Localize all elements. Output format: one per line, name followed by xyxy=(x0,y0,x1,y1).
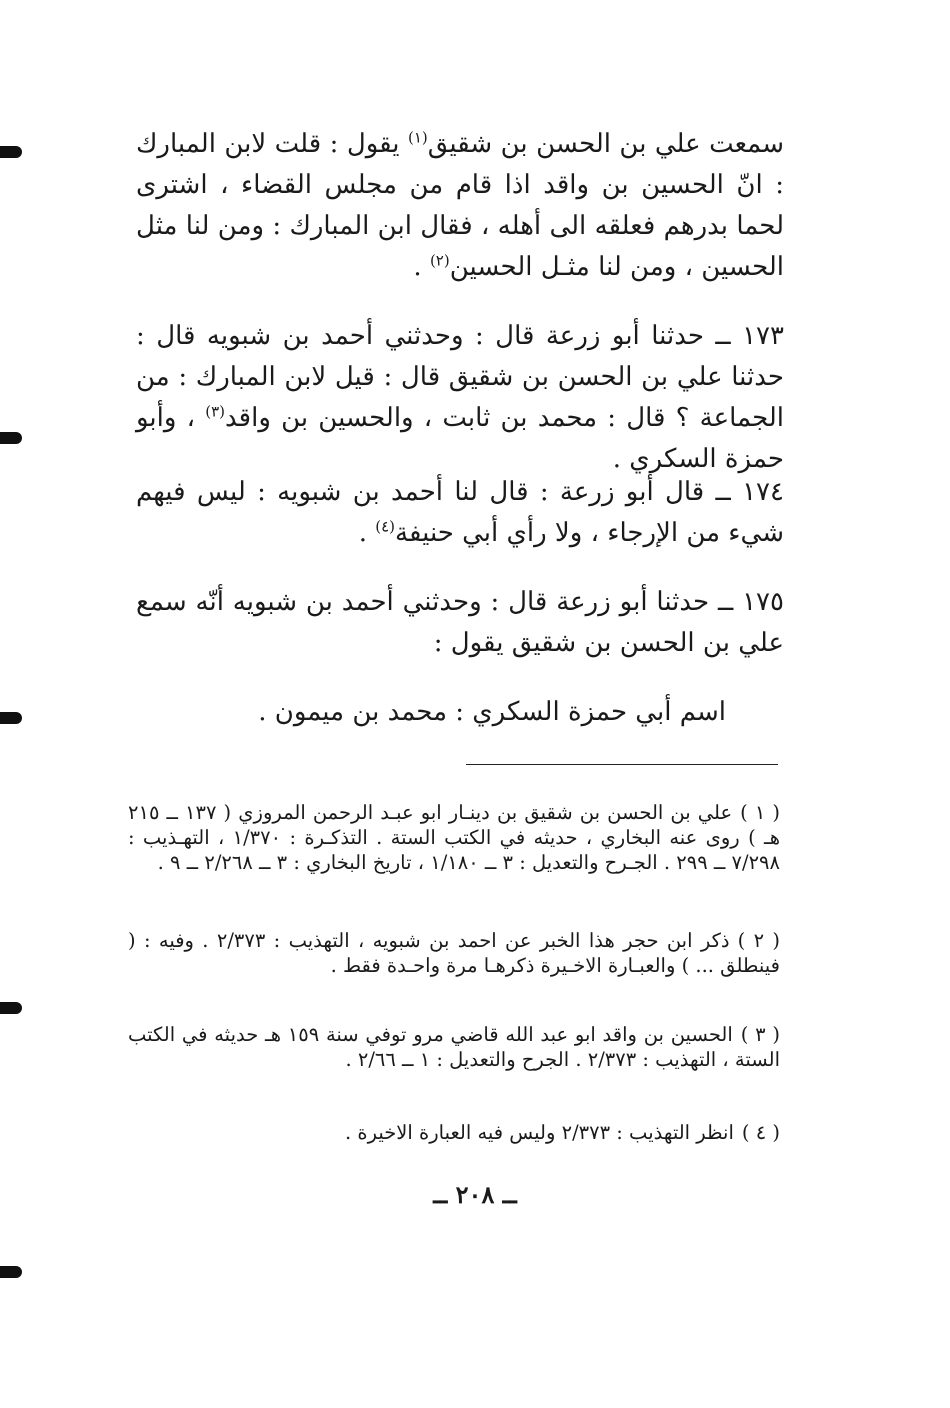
footnote-number: ( ٣ ) xyxy=(740,1023,780,1046)
paragraph-175-quote xyxy=(136,692,784,733)
paragraph-text: سمعت علي بن الحسن بن شقيق xyxy=(427,129,784,159)
footnote-number: ( ١ ) xyxy=(740,801,780,824)
footnote-reference[interactable]: (٤) xyxy=(375,517,396,536)
paragraph-text: . xyxy=(358,518,376,548)
footnote-number: ( ٢ ) xyxy=(737,929,780,952)
footnote-text: علي بن الحسن بن شقيق بن دينـار ابو عبـد الرحمن المروزي ( ١٣٧ ــ ٢١٥ هـ ) روى عنه البخاري ، حديثه في الكتب الستة . التذكـرة : ١/٣٧٠ ، التهـذيب : ٧/٢٩٨ ــ ٢٩٩ . الجـرح والتعديل : ٣ ــ ١/١٨٠ ، تاريخ البخاري : ٣ ــ ٢/٢٦٨ ــ ٩ . xyxy=(128,801,781,874)
binding-mark xyxy=(0,432,22,444)
footnote-text: ذكر ابن حجر هذا الخبر عن احمد بن شبويه ، التهذيب : ٢/٣٧٣ . وفيه : ( فينطلق ... ) والعبـارة الاخـيرة ذكرهـا مرة واحـدة فقط . xyxy=(128,929,780,977)
footnote-number: ( ٤ ) xyxy=(741,1121,780,1144)
paragraph-text: ، وأبو حمزة السكري . xyxy=(136,403,784,474)
footnote-divider xyxy=(466,764,778,765)
paragraph-175 xyxy=(136,582,784,664)
paragraph-text: . xyxy=(413,252,430,282)
paragraph-174 xyxy=(136,472,784,554)
paragraph-text: ١٧٤ ــ قال أبو زرعة : قال لنا أحمد بن شبويه : ليس فيهم شيء من الإرجاء ، ولا رأي أبي حنيفة xyxy=(136,477,784,548)
page-number: ــ ٢٠٨ ــ xyxy=(433,1180,517,1209)
footnote-reference[interactable]: (٣) xyxy=(205,402,226,421)
paragraph-173 xyxy=(136,316,784,480)
paragraph-text: يقول : قلت لابن المبارك : انّ الحسين بن واقد اذا قام من مجلس القضاء ، اشترى لحما بدرهم فعلقه الى أهله ، فقال ابن المبارك : ومن لنا مثل الحسين ، ومن لنا مثـل الحسين xyxy=(136,129,784,282)
footnote-text: انظر التهذيب : ٢/٣٧٣ وليس فيه العبارة الاخيرة . xyxy=(344,1121,734,1144)
paragraph-text: اسم أبي حمزة السكري : محمد بن ميمون . xyxy=(258,697,726,727)
binding-mark xyxy=(0,712,22,724)
paragraph-text: ١٧٣ ــ حدثنا أبو زرعة قال : وحدثني أحمد بن شبويه قال : حدثنا علي بن الحسن بن شقيق قال : قيل لابن المبارك : من الجماعة ؟ قال : محمد بن ثابت ، والحسين بن واقد xyxy=(136,321,785,433)
binding-mark xyxy=(0,146,22,158)
binding-mark xyxy=(0,1002,22,1014)
footnote-4 xyxy=(128,1120,780,1145)
binding-mark xyxy=(0,1266,22,1278)
paragraph-intro xyxy=(136,124,784,288)
footnote-2 xyxy=(128,928,780,978)
footnote-reference[interactable]: (١) xyxy=(407,128,428,147)
footnote-reference[interactable]: (٢) xyxy=(429,251,450,270)
footnote-1 xyxy=(128,800,780,875)
footnote-3 xyxy=(128,1022,780,1072)
footnote-text: الحسين بن واقد ابو عبد الله قاضي مرو توفي سنة ١٥٩ هـ حديثه في الكتب الستة ، التهذيب : ٢/٣٧٣ . الجرح والتعديل : ١ ــ ٢/٦٦ . xyxy=(128,1023,780,1071)
paragraph-text: ١٧٥ ــ حدثنا أبو زرعة قال : وحدثني أحمد بن شبويه أنّه سمع علي بن الحسن بن شقيق يقول : xyxy=(136,587,784,658)
